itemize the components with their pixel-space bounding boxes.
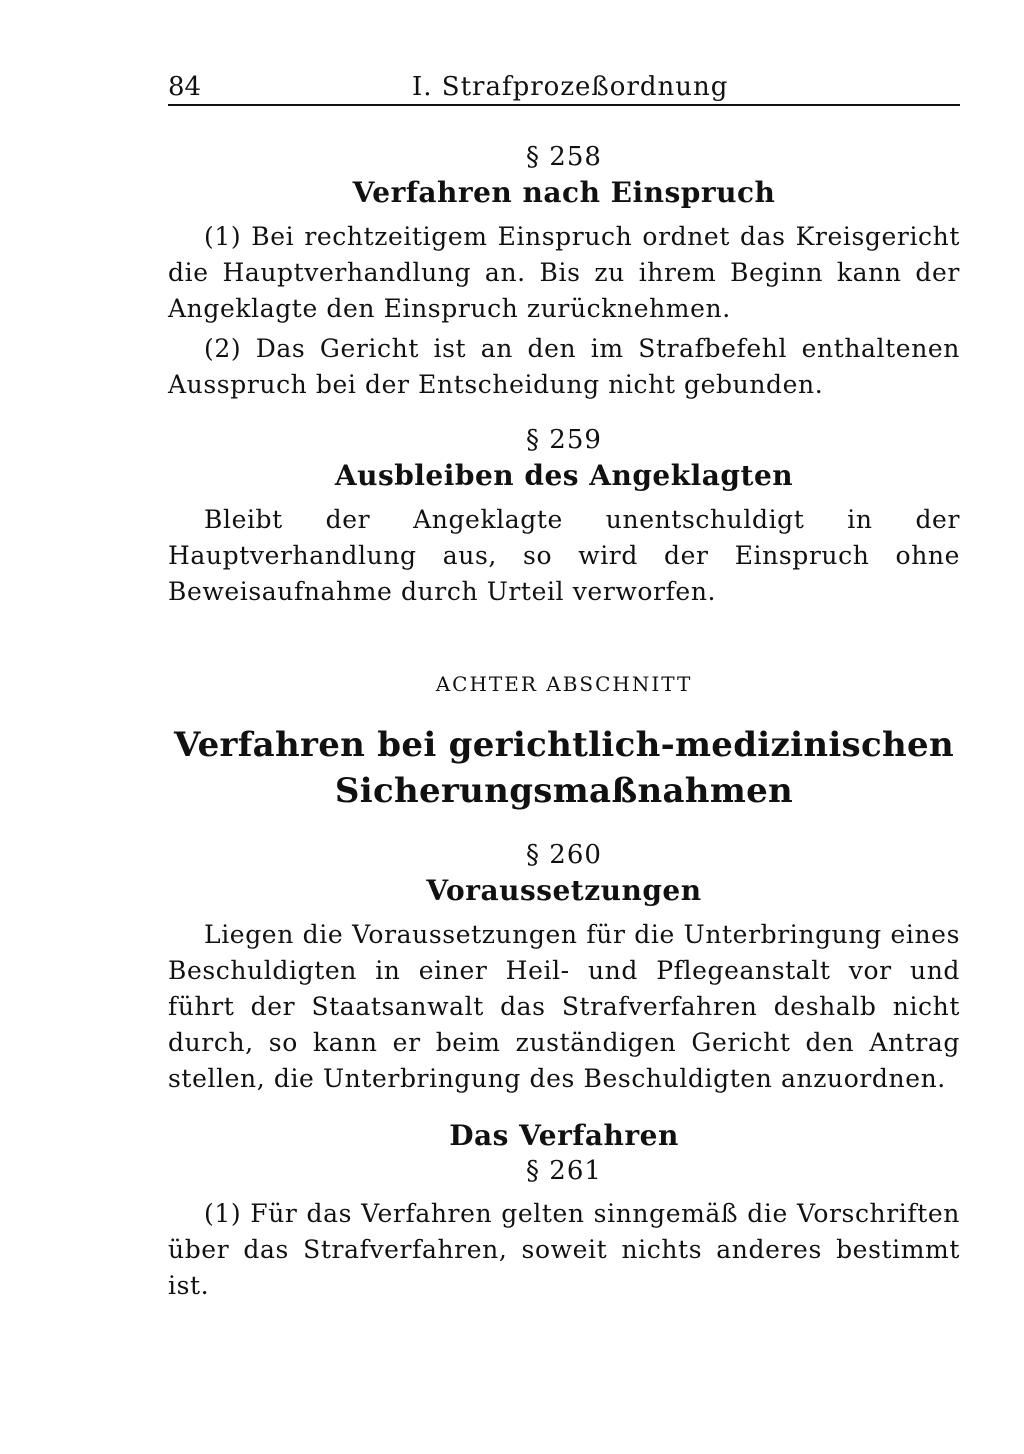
section-260-number: § 260: [526, 840, 602, 870]
header-rule: [168, 104, 960, 106]
section-261-paragraph-1: (1) Für das Verfahren gelten sinngemäß die Vorschriften über das Strafverfahren, soweit nichts anderes bestimmt ist.: [168, 1199, 960, 1300]
section-259-title: Ausbleiben des Angeklagten: [334, 459, 794, 492]
section-258-paragraph-1: (1) Bei rechtzeitigem Einspruch ordnet das Kreisgericht die Hauptverhandlung an. Bis zu ihrem Beginn kann der Angeklagte den Einspruch zurücknehmen.: [168, 222, 960, 323]
section-258-number: § 258: [526, 142, 602, 172]
section-258-paragraph-2: (2) Das Gericht ist an den im Strafbefehl enthaltenen Ausspruch bei der Entscheidung nicht gebunden.: [168, 334, 960, 399]
page: [168, 60, 960, 1304]
book-title: I. Strafprozeßordnung: [412, 72, 729, 102]
section-259-number: § 259: [526, 425, 602, 455]
part-title-line-1: Verfahren bei gerichtlich-medizinischen: [174, 725, 954, 765]
section-260-title: Voraussetzungen: [426, 874, 702, 907]
part-title-line-2: Sicherungsmaßnahmen: [334, 771, 794, 811]
section-261-heading: Das Verfahren: [449, 1119, 679, 1152]
section-259-paragraph-1: Bleibt der Angeklagte unentschuldigt in der Hauptverhandlung aus, so wird der Einspruch ohne Beweisaufnahme durch Urteil verworfen.: [168, 505, 960, 606]
part-label: ACHTER ABSCHNITT: [435, 672, 693, 696]
section-261-number: § 261: [526, 1156, 602, 1186]
running-head: [168, 60, 960, 100]
section-258-title: Verfahren nach Einspruch: [352, 176, 776, 209]
page-number: 84: [168, 72, 202, 102]
section-260-paragraph-1: Liegen die Voraussetzungen für die Unterbringung eines Beschuldigten in einer Heil- und Pflegeanstalt vor und führt der Staatsanwalt das Strafverfahren deshalb nicht durch, so kann er beim zuständigen Gericht den Antrag stellen, die Unterbringung des Beschuldigten anzuordnen.: [168, 920, 960, 1093]
